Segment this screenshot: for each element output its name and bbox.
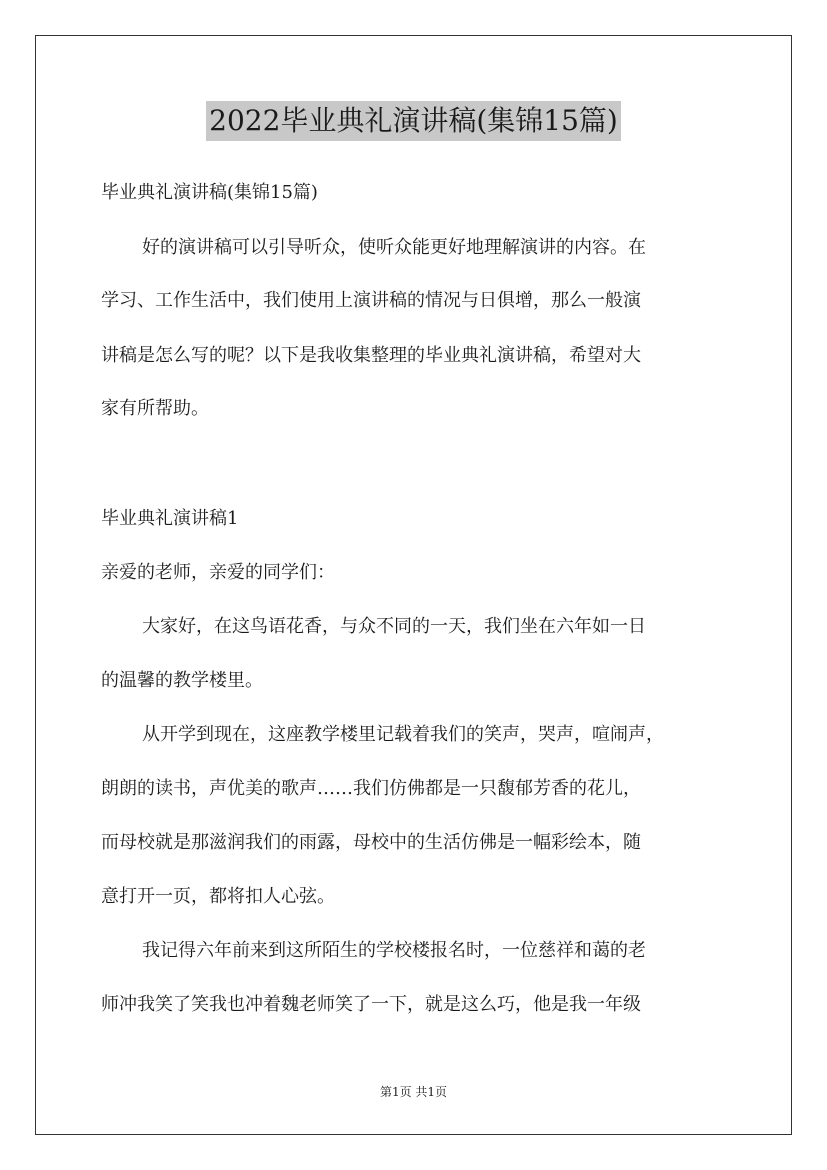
paragraph-line: 家有所帮助。 xyxy=(101,398,209,419)
paragraph-line: 好的演讲稿可以引导听众，使听众能更好地理解演讲的内容。在 xyxy=(142,237,646,258)
paragraph-line: 的温馨的教学楼里。 xyxy=(101,670,263,691)
paragraph-line: 从开学到现在，这座教学楼里记载着我们的笑声，哭声，喧闹声， xyxy=(142,724,664,745)
salutation: 亲爱的老师，亲爱的同学们： xyxy=(101,562,335,583)
speech-heading: 毕业典礼演讲稿1 xyxy=(101,508,239,529)
paragraph-line: 师冲我笑了笑我也冲着魏老师笑了一下，就是这么巧，他是我一年级 xyxy=(101,994,641,1015)
paragraph-line: 意打开一页，都将扣人心弦。 xyxy=(101,886,335,907)
document-title: 2022毕业典礼演讲稿(集锦15篇) xyxy=(206,101,621,141)
page-footer: 第1页 共1页 xyxy=(379,1085,448,1099)
section-heading: 毕业典礼演讲稿(集锦15篇) xyxy=(101,182,318,203)
title-container xyxy=(0,101,827,141)
paragraph-line: 大家好，在这鸟语花香，与众不同的一天，我们坐在六年如一日 xyxy=(142,616,646,637)
paragraph-line: 而母校就是那滋润我们的雨露，母校中的生活仿佛是一幅彩绘本，随 xyxy=(101,832,641,853)
paragraph-line: 我记得六年前来到这所陌生的学校楼报名时，一位慈祥和蔼的老 xyxy=(142,940,646,961)
paragraph-line: 讲稿是怎么写的呢？以下是我收集整理的毕业典礼演讲稿，希望对大 xyxy=(101,345,641,366)
paragraph-line: 学习、工作生活中，我们使用上演讲稿的情况与日俱增，那么一般演 xyxy=(101,290,641,311)
paragraph-line: 朗朗的读书，声优美的歌声……我们仿佛都是一只馥郁芳香的花儿， xyxy=(101,778,641,799)
